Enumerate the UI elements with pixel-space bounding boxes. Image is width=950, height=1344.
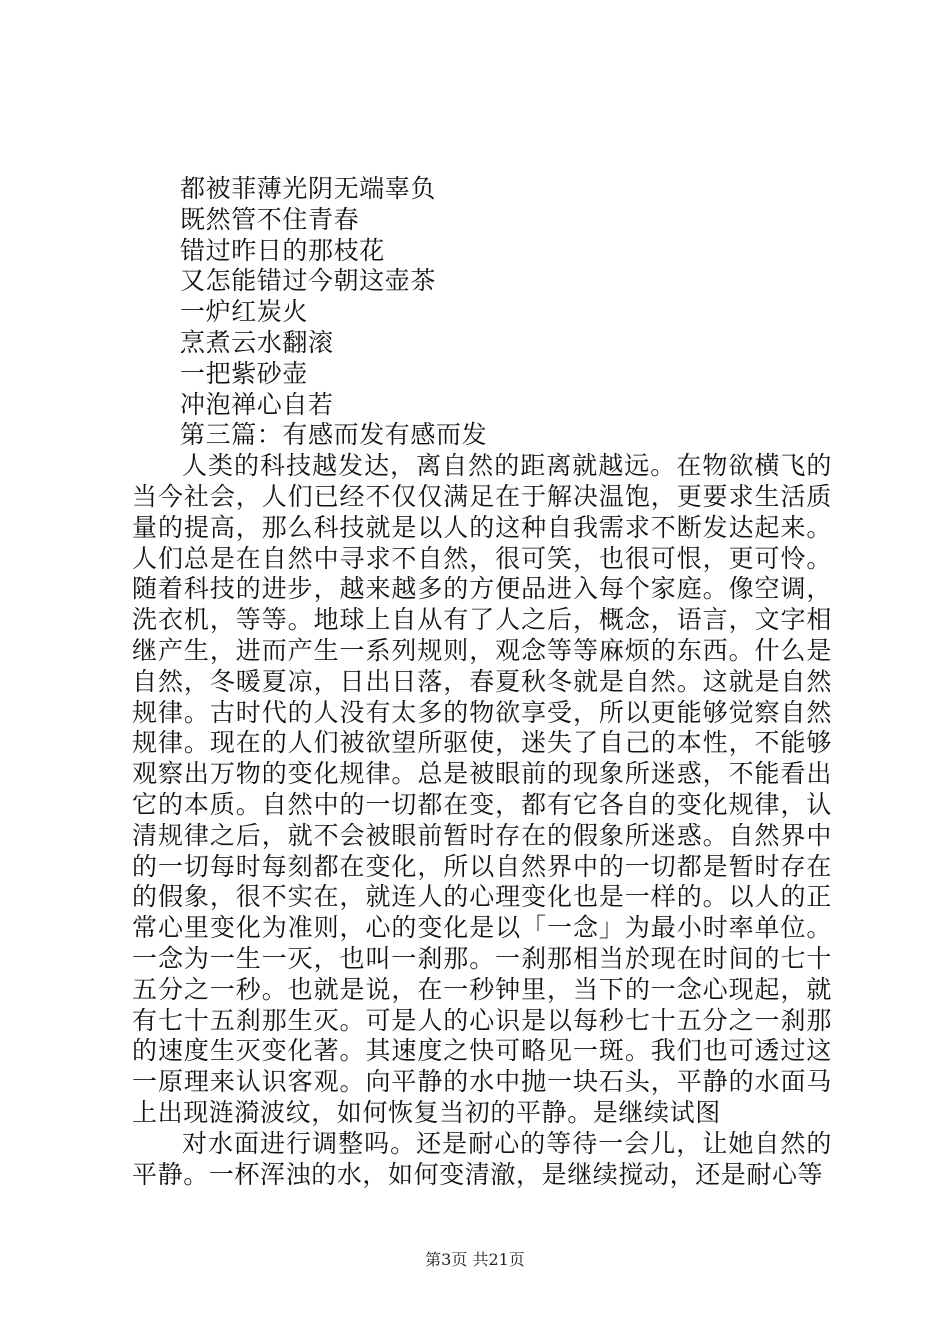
verse-line: 烹煮云水翻滚 (180, 327, 334, 357)
page-footer: 第3页 共21页 (425, 1250, 525, 1269)
document-body (132, 174, 832, 1190)
verse-line: 错过昨日的那枝花 (180, 235, 385, 265)
verse-line: 冲泡禅心自若 (180, 389, 334, 419)
section-heading: 第三篇：有感而发有感而发 (180, 420, 488, 450)
body-paragraph: 人类的科技越发达，离自然的距离就越远。在物欲横飞的当今社会，人们已经不仅仅满足在于解决温饱，更要求生活质量的提高，那么科技就是以人的这种自我需求不断发达起来。人们总是在自然中寻求不自然，很可笑，也很可恨，更可怜。随着科技的进步，越来越多的方便品进入每个家庭。像空调，洗衣机，等等。地球上自从有了人之后，概念，语言，文字相继产生，进而产生一系列规则，观念等等麻烦的东西。什么是自然，冬暖夏凉，日出日落，春夏秋冬就是自然。这就是自然规律。古时代的人没有太多的物欲享受，所以更能够觉察自然规律。现在的人们被欲望所驱使，迷失了自己的本性，不能够观察出万物的变化规律。总是被眼前的现象所迷惑，不能看出它的本质。自然中的一切都在变，都有它各自的变化规律，认清规律之后，就不会被眼前暂时存在的假象所迷惑。自然界中的一切每时每刻都在变化，所以自然界中的一切都是暂时存在的假象，很不实在，就连人的心理变化也是一样的。以人的正常心里变化为准则，心的变化是以「一念」为最小时率单位。一念为一生一灭，也叫一刹那。一刹那相当於现在时间的七十五分之一秒。也就是说，在一秒钟里，当下的一念心现起，就有七十五刹那生灭。可是人的心识是以每秒七十五分之一刹那的速度生灭变化著。其速度之快可略见一斑。我们也可透过这一原理来认识客观。向平静的水中抛一块石头，平静的水面马上出现涟漪波纹，如何恢复当初的平静。是继续试图 (132, 451, 832, 1127)
verse-line: 一把紫砂壶 (180, 358, 309, 388)
body-paragraph: 对水面进行调整吗。还是耐心的等待一会儿，让她自然的平静。一杯浑浊的水，如何变清澈，是继续搅动，还是耐心等 (132, 1128, 832, 1189)
verse-line: 都被菲薄光阴无端辜负 (180, 174, 437, 203)
verse-line: 一炉红炭火 (180, 297, 309, 327)
verse-line: 既然管不住青春 (180, 204, 360, 234)
verse-line: 又怎能错过今朝这壶茶 (180, 266, 437, 296)
